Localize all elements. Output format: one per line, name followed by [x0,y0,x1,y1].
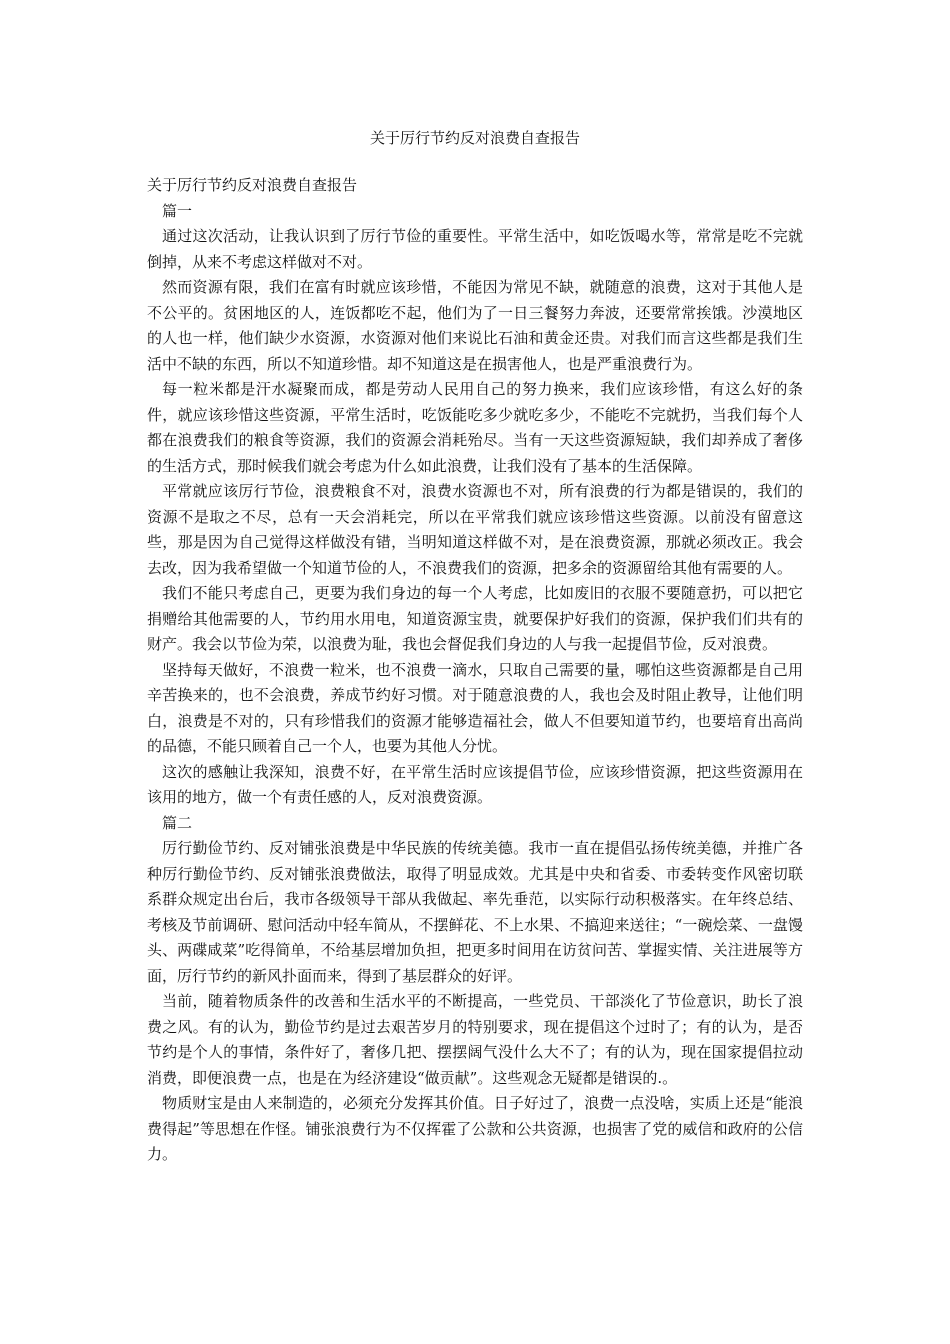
section-heading-2: 篇二 [162,813,193,832]
document-body [147,173,803,1168]
paragraph: 这次的感触让我深知，浪费不好，在平常生活时应该提倡节俭，应该珍惜资源，把这些资源用在该用的地方，做一个有责任感的人，反对浪费资源。 [147,762,803,806]
paragraph: 每一粒米都是汗水凝聚而成，都是劳动人民用自己的努力换来，我们应该珍惜，有这么好的条件，就应该珍惜这些资源，平常生活时，吃饭能吃多少就吃多少，不能吃不完就扔，当我们每个人都在浪费我们的粮食等资源，我们的资源会消耗殆尽。当有一天这些资源短缺，我们却养成了奢侈的生活方式，那时候我们就会考虑为什么如此浪费，让我们没有了基本的生活保障。 [147,380,803,475]
paragraph: 厉行勤俭节约、反对铺张浪费是中华民族的传统美德。我市一直在提倡弘扬传统美德，并推广各种厉行勤俭节约、反对铺张浪费做法，取得了明显成效。尤其是中央和省委、市委转变作风密切联系群众规定出台后，我市各级领导干部从我做起、率先垂范，以实际行动积极落实。在年终总结、考核及节前调研、慰问活动中轻车简从，不摆鲜花、不上水果、不搞迎来送往；“一碗烩菜、一盘馒头、两碟咸菜”吃得简单，不给基层增加负担，把更多时间用在访贫问苦、掌握实情、关注进展等方面，厉行节约的新风扑面而来，得到了基层群众的好评。 [147,839,803,985]
paragraph: 当前，随着物质条件的改善和生活水平的不断提高，一些党员、干部淡化了节俭意识，助长了浪费之风。有的认为，勤俭节约是过去艰苦岁月的特别要求，现在提倡这个过时了；有的认为，是否节约是个人的事情，条件好了，奢侈几把、摆摆阔气没什么大不了；有的认为，现在国家提倡拉动消费，即便浪费一点，也是在为经济建设“做贡献”。这些观念无疑都是错误的.。 [147,992,803,1087]
paragraph: 物质财宝是由人来制造的，必须充分发挥其价值。日子好过了，浪费一点没啥，实质上还是“能浪费得起”等思想在作怪。铺张浪费行为不仅挥霍了公款和公共资源，也损害了党的威信和政府的公信力。 [147,1094,803,1163]
section-heading-1: 篇一 [162,201,193,220]
document-title: 关于厉行节约反对浪费自查报告 [369,129,580,147]
paragraph: 我们不能只考虑自己，更要为我们身边的每一个人考虑，比如废旧的衣服不要随意扔，可以把它捐赠给其他需要的人，节约用水用电，知道资源宝贵，就要保护好我们的资源，保护我们们共有的财产。我会以节俭为荣，以浪费为耻，我也会督促我们身边的人与我一起提倡节俭，反对浪费。 [147,584,803,653]
paragraph: 通过这次活动，让我认识到了厉行节俭的重要性。平常生活中，如吃饭喝水等，常常是吃不完就倒掉，从来不考虑这样做对不对。 [147,227,803,271]
paragraph: 坚持每天做好，不浪费一粒米，也不浪费一滴水，只取自己需要的量，哪怕这些资源都是自己用辛苦换来的，也不会浪费，养成节约好习惯。对于随意浪费的人，我也会及时阻止教导，让他们明白，浪费是不对的，只有珍惜我们的资源才能够造福社会，做人不但要知道节约，也要培育出高尚的品德，不能只顾着自己一个人，也要为其他人分忧。 [147,660,803,755]
paragraph: 平常就应该厉行节俭，浪费粮食不对，浪费水资源也不对，所有浪费的行为都是错误的，我们的资源不是取之不尽，总有一天会消耗完，所以在平常我们就应该珍惜这些资源。以前没有留意这些，那是因为自己觉得这样做没有错，当明知道这样做不对，是在浪费资源，那就必须改正。我会去改，因为我希望做一个知道节俭的人，不浪费我们的资源，把多余的资源留给其他有需要的人。 [147,482,803,577]
document-subtitle: 关于厉行节约反对浪费自查报告 [147,176,358,194]
paragraph: 然而资源有限，我们在富有时就应该珍惜，不能因为常见不缺，就随意的浪费，这对于其他人是不公平的。贫困地区的人，连饭都吃不起，他们为了一日三餐努力奔波，还要常常挨饿。沙漠地区的人也一样，他们缺少水资源，水资源对他们来说比石油和黄金还贵。对我们而言这些都是我们生活中不缺的东西，所以不知道珍惜。却不知道这是在损害他人，也是严重浪费行为。 [147,278,803,373]
